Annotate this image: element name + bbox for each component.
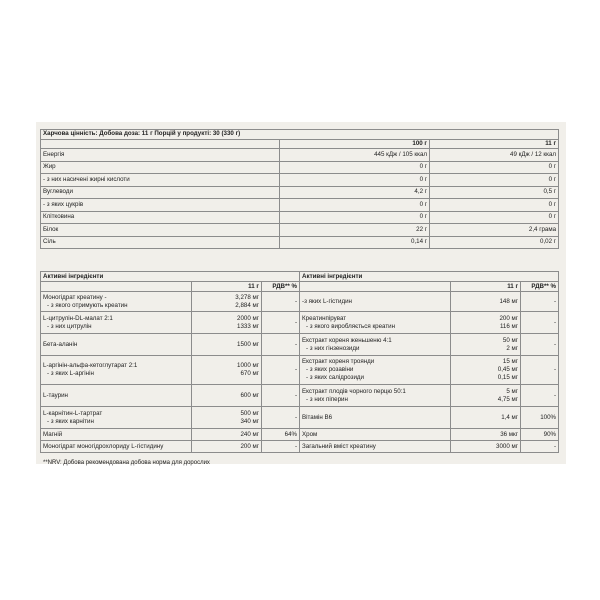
nutrition-row: Вуглеводи 4,2 г 0,5 г [41,186,559,199]
nutrition-header: Харчова цінність: Добова доза: 11 г Порцій у продукті: 30 (330 г) [41,130,559,140]
ingredient-row: L-карнітин-L-тартрат - з яких карнітин 500 мг 340 мг - Вітамін B6 1,4 мг 100% [41,407,559,429]
right-col-rdv: РДВ** % [521,282,559,292]
right-header: Активні інгредієнти [300,272,559,282]
right-col-11g: 11 г [451,282,521,292]
nutrition-row: Енергія 445 кДж / 105 ккал 49 кДж / 12 ккал [41,149,559,162]
ingredient-row: Моногідрат моногідрохлориду L-гістидину 200 мг - Загальний вміст креатину 3000 мг - [41,441,559,453]
left-col-rdv: РДВ** % [262,282,300,292]
nutrition-row: Білок 22 г 2,4 грама [41,224,559,237]
nutrition-table [40,129,559,249]
nutrition-row: Жир 0 г 0 г [41,161,559,174]
active-ingredients-table [40,271,559,453]
nutrition-row: - з них насичені жирні кислоти 0 г 0 г [41,174,559,187]
ingredient-row: L-цитрулін-DL-малат 2:1 - з них цитрулін 2000 мг 1333 мг - Креатинпіруват - з якого виробляється креатин 200 мг 116 мг - [41,312,559,334]
left-col-11g: 11 г [192,282,262,292]
nrv-footnote: **NRV: Добова рекомендована добова норма для дорослих [43,460,210,466]
col-11g-header: 11 г [430,139,559,149]
nutrition-row: Клітковина 0 г 0 г [41,211,559,224]
col-100g-header: 100 г [280,139,430,149]
nutrition-row: Сіль 0,14 г 0,02 г [41,236,559,249]
ingredient-row: Моногідрат креатину - - з якого отримують креатин 3,278 мг 2,884 мг - -з яких L-гістидин 148 мг - [41,292,559,312]
ingredient-row: Магній 240 мг 64% Хром 36 мкг 90% [41,429,559,441]
ingredient-row: L-таурин 600 мг - Екстракт плодів чорного перцю 50:1 - з них піперин 5 мг 4,75 мг - [41,385,559,407]
nutrition-row: - з яких цукрів 0 г 0 г [41,199,559,212]
ingredient-row: L-аргінін-альфа-кетоглутарат 2:1 - з яких L-аргінін 1000 мг 670 мг - Екстракт кореня троянди - з яких розавіни - з яких салідрозиди 15 мг 0,45 мг 0,15 мг - [41,356,559,385]
left-header: Активні інгредієнти [41,272,300,282]
ingredient-row: Бета-аланін 1500 мг - Екстракт кореня женьшеню 4:1 - з них гінзенозиди 50 мг 2 мг - [41,334,559,356]
